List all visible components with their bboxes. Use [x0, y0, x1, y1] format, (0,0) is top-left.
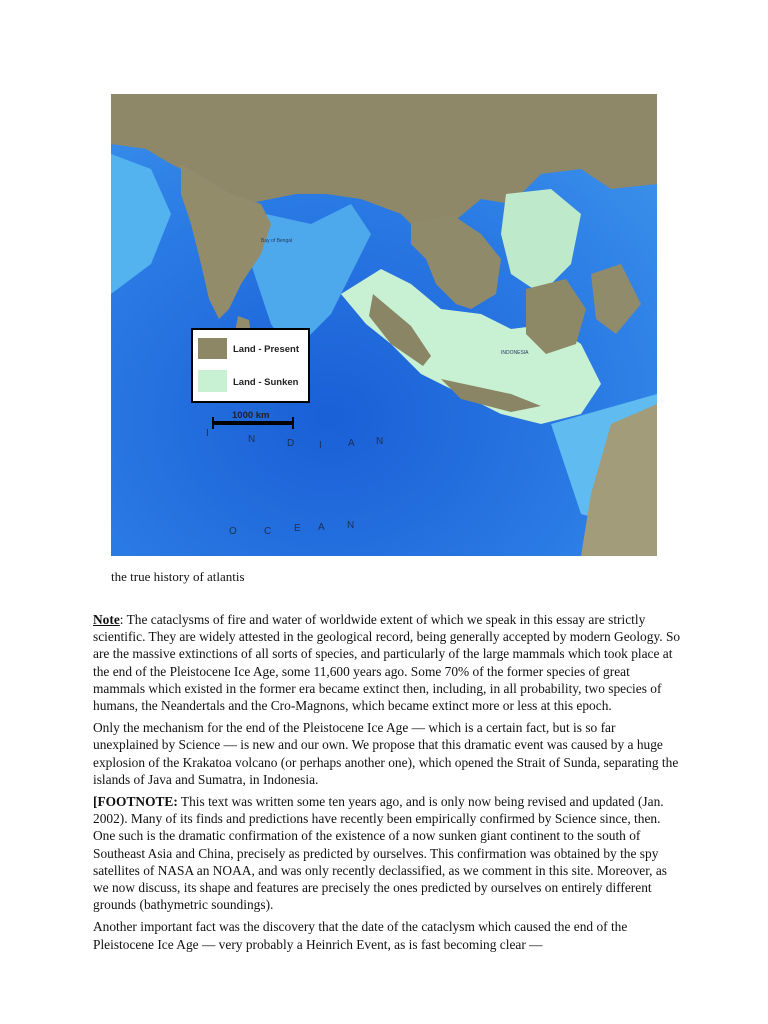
note-label: Note: [93, 612, 120, 627]
discovery-text: Another important fact was the discovery that the date of the cataclysm which caused the end of the Pleistocene Ice Age — very probably a Heinrich Event, as is fast becoming clear —: [93, 919, 628, 952]
map-legend: [192, 329, 309, 402]
discovery-paragraph: [93, 918, 683, 952]
scale-tick-right: [292, 417, 294, 429]
scale-line: [212, 421, 294, 425]
mechanism-paragraph: [93, 719, 683, 788]
bay-label: Bay of Bengal: [261, 238, 293, 244]
indonesia-label: INDONESIA: [501, 350, 529, 356]
ocean-letter: D: [287, 438, 297, 449]
ocean-letter: N: [376, 436, 386, 447]
mechanism-text: Only the mechanism for the end of the Pleistocene Ice Age — which is a certain fact, but is so far unexplained by Science — is new and our own. We propose that this dramatic event was caused by a huge explosion of the Krakatoa volcano (or perhaps another one), which opened the Strait of Sunda, separating the islands of Java and Sumatra, in Indonesia.: [93, 720, 679, 787]
scale-tick-left: [212, 417, 214, 429]
footnote-label: [FOOTNOTE:: [93, 794, 178, 810]
sunken-land-map: [111, 94, 657, 556]
ocean-letter: C: [264, 526, 274, 537]
legend-label-present: Land - Present: [233, 344, 299, 355]
ocean-letter: N: [347, 520, 357, 531]
ocean-letter: E: [294, 523, 303, 534]
map-graphic: [111, 94, 657, 556]
legend-label-sunken: Land - Sunken: [233, 377, 299, 388]
note-text: : The cataclysms of fire and water of worldwide extent of which we speak in this essay are strictly scientific. They are widely attested in the geological record, being generally accepted by modern Geology. So are the massive extinctions of all sorts of species, and particularly of the large mammals which took place at the end of the Pleistocene Ice Age, some 11,600 years ago. Some 70% of the former species of great mammals which existed in the former era became extinct then, including, in all probability, two species of humans, the Neandertals and the Cro-Magnons, which became extinct more or less at this epoch.: [93, 612, 681, 714]
ocean-letter: A: [348, 438, 357, 449]
ocean-letter: I: [319, 440, 324, 451]
footnote-text: This text was written some ten years ago, and is only now being revised and updated (Jan. 2002). Many of its finds and predictions have recently been empirically confirmed by Science since, then. One such is the dramatic confirmation of the existence of a now sunken giant continent to the south of Southeast Asia and China, precisely as predicted by ourselves. This confirmation was obtained by the spy satellites of NASA an NOAA, and was only recently declassified, as we comment in this site. Moreover, as we now discuss, its shape and features are precisely the ones predicted by ourselves on entirely different grounds (bathymetric soundings).: [93, 794, 668, 913]
note-paragraph: [93, 611, 683, 714]
ocean-letter: A: [318, 522, 327, 533]
footnote-paragraph: [93, 793, 683, 913]
ocean-letter: O: [229, 526, 239, 537]
ocean-letter: N: [248, 434, 258, 445]
article-body: [93, 611, 683, 958]
figure-caption: the true history of atlantis: [111, 569, 245, 584]
ocean-letter: I: [206, 428, 211, 439]
legend-swatch-sunken: [198, 370, 227, 392]
legend-swatch-present: [198, 338, 227, 359]
scale-label: 1000 km: [232, 410, 270, 421]
